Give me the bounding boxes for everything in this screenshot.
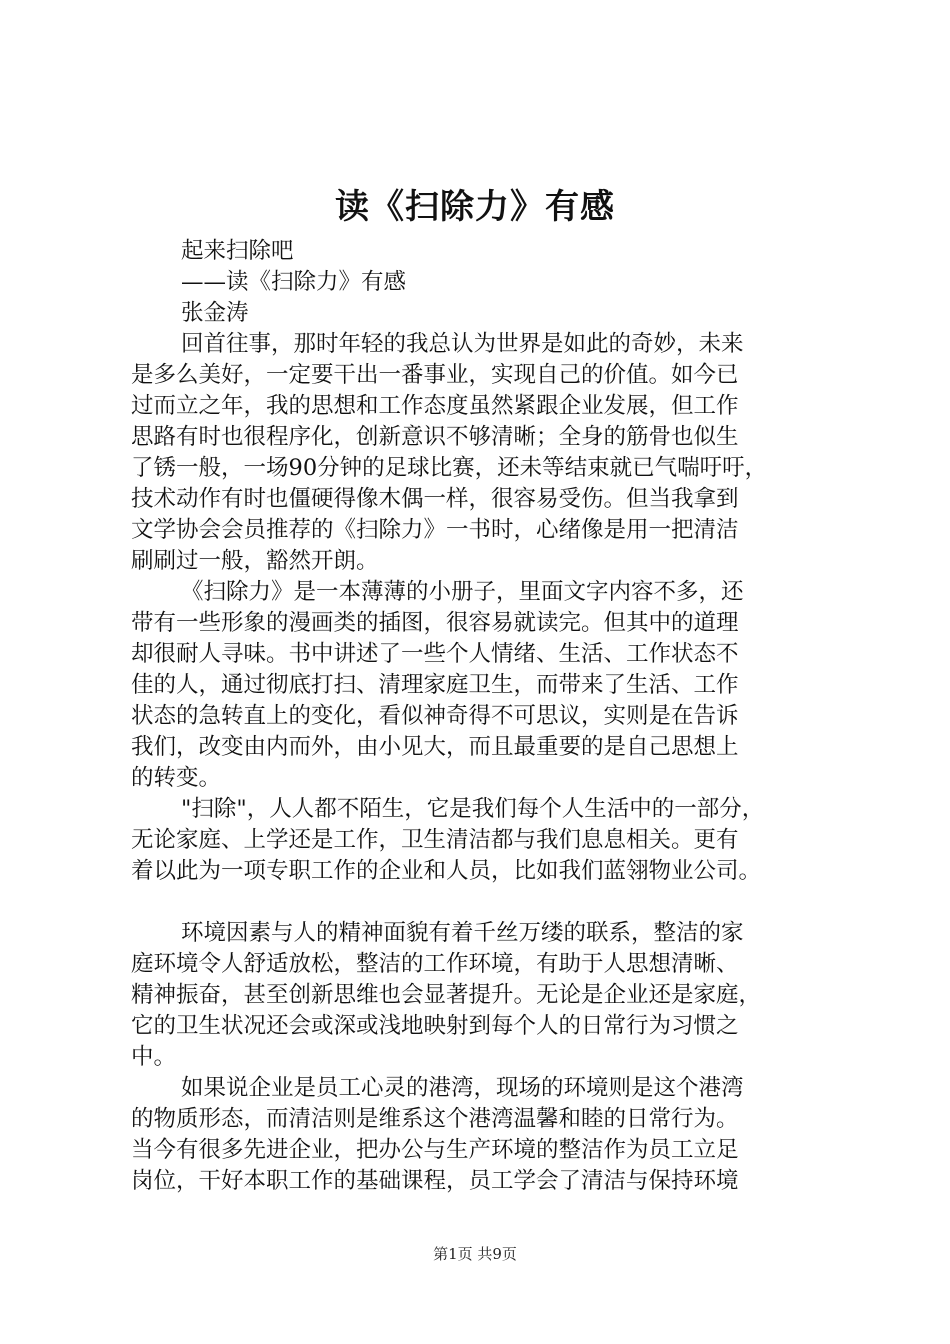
body-line: 如果说企业是员工心灵的港湾，现场的环境则是这个港湾 [181, 1075, 744, 1101]
body-line: 张金涛 [181, 300, 249, 326]
body-line: 精神振奋，甚至创新思维也会显著提升。无论是企业还是家庭， [131, 982, 762, 1008]
body-line: 当今有很多先进企业，把办公与生产环境的整洁作为员工立足 [131, 1137, 739, 1163]
body-line [131, 887, 851, 918]
body-line: 起来扫除吧 [181, 238, 294, 264]
body-line: 状态的急转直上的变化，看似神奇得不可思议，实则是在告诉 [131, 703, 739, 729]
body-line: 它的卫生状况还会或深或浅地映射到每个人的日常行为习惯之 [131, 1013, 739, 1039]
document-title: 读《扫除力》有感 [335, 187, 615, 227]
body-line: 是多么美好，一定要干出一番事业，实现自己的价值。如今已 [131, 362, 739, 388]
body-line: 无论家庭、上学还是工作，卫生清洁都与我们息息相关。更有 [131, 827, 739, 853]
body-line: 刷刷过一般，豁然开朗。 [131, 548, 379, 574]
body-line: 的转变。 [131, 765, 222, 791]
body-line: 过而立之年，我的思想和工作态度虽然紧跟企业发展，但工作 [131, 393, 739, 419]
body-line: 了锈一般，一场90分钟的足球比赛，还未等结束就已气喘吁吁， [131, 455, 768, 481]
document-body [131, 236, 851, 1197]
body-line: 带有一些形象的漫画类的插图，很容易就读完。但其中的道理 [131, 610, 739, 636]
body-line: 着以此为一项专职工作的企业和人员，比如我们蓝翎物业公司。 [131, 858, 762, 884]
body-line: "扫除"，人人都不陌生，它是我们每个人生活中的一部分， [181, 796, 765, 822]
body-line: 技术动作有时也僵硬得像木偶一样，很容易受伤。但当我拿到 [131, 486, 739, 512]
body-line: ——读《扫除力》有感 [181, 269, 407, 295]
body-line: 环境因素与人的精神面貌有着千丝万缕的联系，整洁的家 [181, 920, 744, 946]
body-line: 《扫除力》是一本薄薄的小册子，里面文字内容不多，还 [181, 579, 744, 605]
body-line: 岗位，干好本职工作的基础课程，员工学会了清洁与保持环境 [131, 1168, 739, 1194]
body-line: 回首往事，那时年轻的我总认为世界是如此的奇妙，未来 [181, 331, 744, 357]
page-footer: 第1页 共9页 [433, 1245, 517, 1263]
body-line: 思路有时也很程序化，创新意识不够清晰；全身的筋骨也似生 [131, 424, 739, 450]
body-line: 文学协会会员推荐的《扫除力》一书时，心绪像是用一把清洁 [131, 517, 739, 543]
body-line: 庭环境令人舒适放松，整洁的工作环境，有助于人思想清晰、 [131, 951, 739, 977]
body-line: 佳的人，通过彻底打扫、清理家庭卫生，而带来了生活、工作 [131, 672, 739, 698]
body-line: 我们，改变由内而外，由小见大，而且最重要的是自己思想上 [131, 734, 739, 760]
body-line: 中。 [131, 1044, 177, 1070]
body-line: 的物质形态，而清洁则是维系这个港湾温馨和睦的日常行为。 [131, 1106, 739, 1132]
body-line: 却很耐人寻味。书中讲述了一些个人情绪、生活、工作状态不 [131, 641, 739, 667]
